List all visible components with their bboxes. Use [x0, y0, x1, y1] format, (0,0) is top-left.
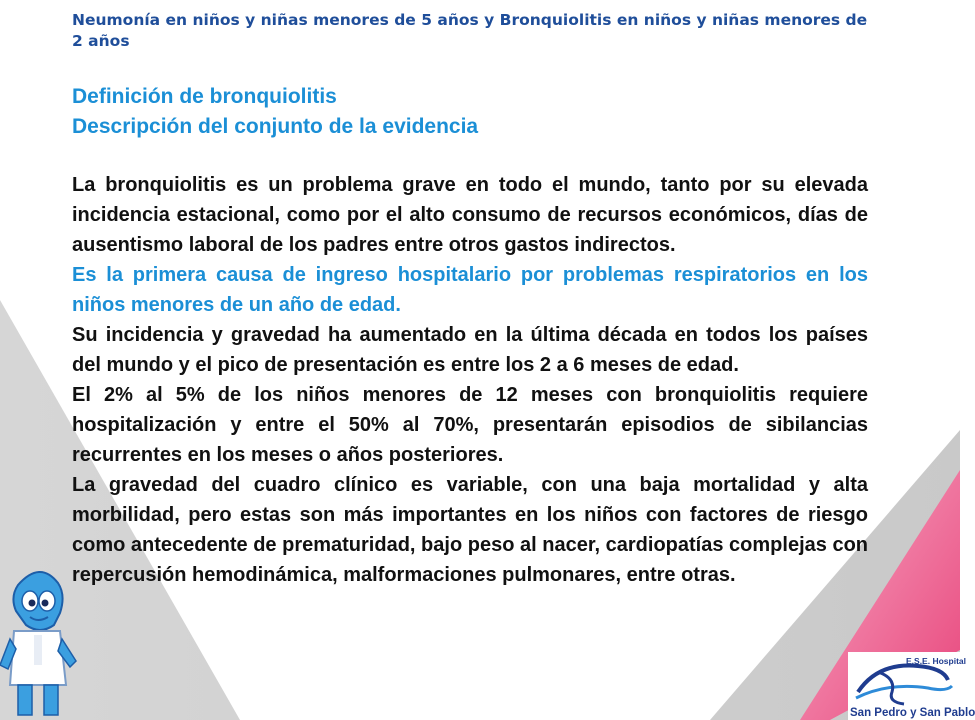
body-text — [72, 170, 868, 590]
subheading-evidence: Descripción del conjunto de la evidencia — [72, 115, 479, 138]
page-title: Neumonía en niños y niñas menores de 5 años y Bronquiolitis en niños y niñas menores de 2 años — [72, 11, 868, 50]
paragraph: La bronquiolitis es un problema grave en todo el mundo, tanto por su elevada incidencia estacional, como por el alto consumo de recursos económicos, días de ausentismo laboral de los padres entre otros gastos indirectos. — [72, 174, 868, 256]
paragraph: Su incidencia y gravedad ha aumentado en la última década en todos los países del mundo y el pico de presentación es entre los 2 a 6 meses de edad. — [72, 324, 868, 376]
mascot-illustration — [0, 565, 80, 720]
logo-line1: E.S.E. Hospital — [906, 656, 966, 666]
paragraph-highlight: Es la primera causa de ingreso hospitalario por problemas respiratorios en los niños menores de un año de edad. — [72, 264, 868, 316]
logo-line2: San Pedro y San Pablo — [850, 707, 975, 719]
paragraph: La gravedad del cuadro clínico es variable, con una baja mortalidad y alta morbilidad, pero estas son más importantes en los niños con factores de riesgo como antecedente de prematuridad, bajo peso al nacer, cardiopatías complejas con repercusión hemodinámica, malformaciones pulmonares, entre otras. — [72, 474, 868, 586]
paragraph: El 2% al 5% de los niños menores de 12 meses con bronquiolitis requiere hospitalización y entre el 50% al 70%, presentarán episodios de sibilancias recurrentes en los meses o años posteriores. — [72, 384, 868, 466]
subheading-definition: Definición de bronquiolitis — [72, 85, 337, 108]
hospital-logo — [848, 652, 975, 720]
